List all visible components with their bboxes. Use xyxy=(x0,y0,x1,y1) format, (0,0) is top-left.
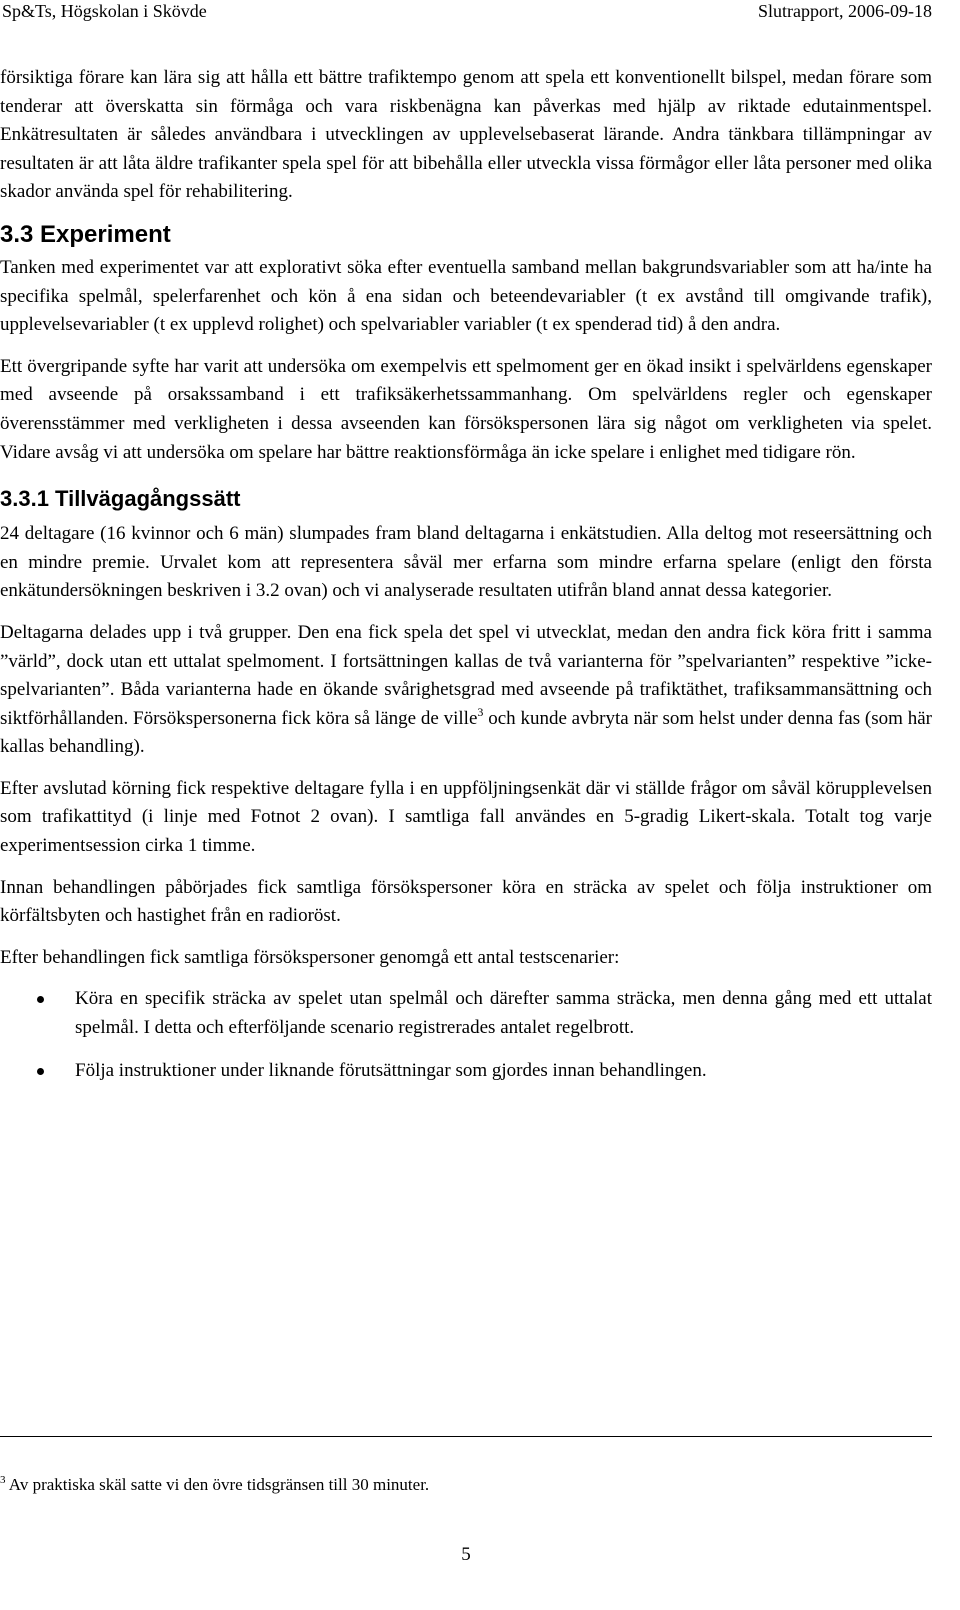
page-number: 5 xyxy=(461,1544,471,1565)
paragraph-groups-text-end: och kunde avbryta när som helst under denna fas (som här kallas behandling). xyxy=(0,707,932,758)
list-item xyxy=(0,985,932,1042)
footnote-marker: 3 xyxy=(0,1474,6,1486)
footnote-reference: 3 xyxy=(477,704,484,719)
bullet-icon xyxy=(37,996,44,1003)
paragraph-test-scenarios: Efter behandlingen fick samtliga försökspersoner genomgå ett antal testscenarier: xyxy=(0,946,620,968)
scenario-list xyxy=(0,985,932,1085)
paragraph-experiment-purpose: Ett övergripande syfte har varit att undersöka om exempelvis ett spelmoment ger en ökad insikt i spelvärldens egenskaper med avseende på orsakssamband i ett trafiksäkerhetssammanhang. Om spelvärldens regler och egenskaper överensstämmer med verkligheten i dessa avseenden kan försökspersonen lära sig något om verkligheten via spelet. Vidare avsåg vi att undersöka om spelare har bättre reaktionsförmåga än icke spelare i enlighet med tidigare rön. xyxy=(0,355,932,463)
paragraph-participants: 24 deltagare (16 kvinnor och 6 män) slumpades fram bland deltagarna i enkätstudien. Alla deltog mot reseersättning och en mindre premie. Urvalet kom att representera såväl mer erfarna som mindre erfarna spelare (enligt den första enkätundersökningen beskriven i 3.2 ovan) och vi analyserade resultaten utifrån bland annat dessa kategorier. xyxy=(0,523,932,602)
running-header xyxy=(0,0,932,22)
paragraph-groups-text: Deltagarna delades upp i två grupper. Den ena fick spela det spel vi utvecklat, medan den andra fick köra fritt i samma ”värld”, dock utan ett uttalat spelmoment. I fortsättningen kallas de två varianterna för ”spelvarianten” respektive ”icke-spelvarianten”. Båda varianterna hade en ökande svårighetsgrad med avseende på trafiktäthet, trafiksammansättning och siktförhållanden. Försökspersonerna fick köra så länge de ville xyxy=(0,621,932,729)
list-item-text: Köra en specifik sträcka av spelet utan spelmål och därefter samma sträcka, men denna gång med ett uttalat spelmål. I detta och efterföljande scenario registrerades antalet regelbrott. xyxy=(75,988,932,1039)
section-heading-experiment: 3.3 Experiment xyxy=(0,220,171,248)
paragraph-experiment-aim: Tanken med experimentet var att explorativt söka efter eventuella samband mellan bakgrundsvariabler som att ha/inte ha specifika spelmål, spelerfarenhet och kön å ena sidan och beteendevariabler (t ex avstånd till omgivande trafik), upplevelsevariabler (t ex upplevd rolighet) och spelvariabler variabler (t ex spenderad tid) å den andra. xyxy=(0,256,932,336)
footnote xyxy=(0,1473,932,1497)
subsection-heading-procedure: 3.3.1 Tillvägagångssätt xyxy=(0,486,241,512)
paragraph-groups xyxy=(0,619,932,762)
list-item-text: Följa instruktioner under liknande förutsättningar som gjordes innan behandlingen. xyxy=(75,1059,707,1081)
header-institution: Sp&Ts, Högskolan i Skövde xyxy=(2,1,207,21)
footnote-text: Av praktiska skäl satte vi den övre tidsgränsen till 30 minuter. xyxy=(5,1475,430,1494)
footnote-separator xyxy=(0,1436,932,1437)
list-item xyxy=(0,1057,932,1086)
paragraph-intro: försiktiga förare kan lära sig att hålla ett bättre trafiktempo genom att spela ett konventionellt bilspel, medan förare som tenderar att överskatta sin förmåga och vara riskbenägna kan påverkas med hjälp av riktade edutainmentspel. Enkätresultaten är således användbara i utvecklingen av upplevelsebaserat lärande. Andra tänkbara tillämpningar av resultaten är att låta äldre trafikanter spela spel för att bibehålla eller utveckla vissa förmågor eller låta personer med olika skador använda spel för rehabilitering. xyxy=(0,67,932,203)
body-text xyxy=(0,64,932,1099)
paragraph-pre-treatment: Innan behandlingen påbörjades fick samtliga försökspersoner köra en sträcka av spelet och följa instruktioner om körfältsbyten och hastighet från en radioröst. xyxy=(0,876,932,927)
bullet-icon xyxy=(37,1068,44,1075)
paragraph-followup-survey: Efter avslutad körning fick respektive deltagare fylla i en uppföljningsenkät där vi ställde frågor om såväl körupplevelsen som trafikattityd (i linje med Fotnot 2 ovan). I samtliga fall användes en 5-gradig Likert-skala. Totalt tog varje experimentsession cirka 1 timme. xyxy=(0,777,932,857)
header-report-date: Slutrapport, 2006-09-18 xyxy=(758,1,932,21)
